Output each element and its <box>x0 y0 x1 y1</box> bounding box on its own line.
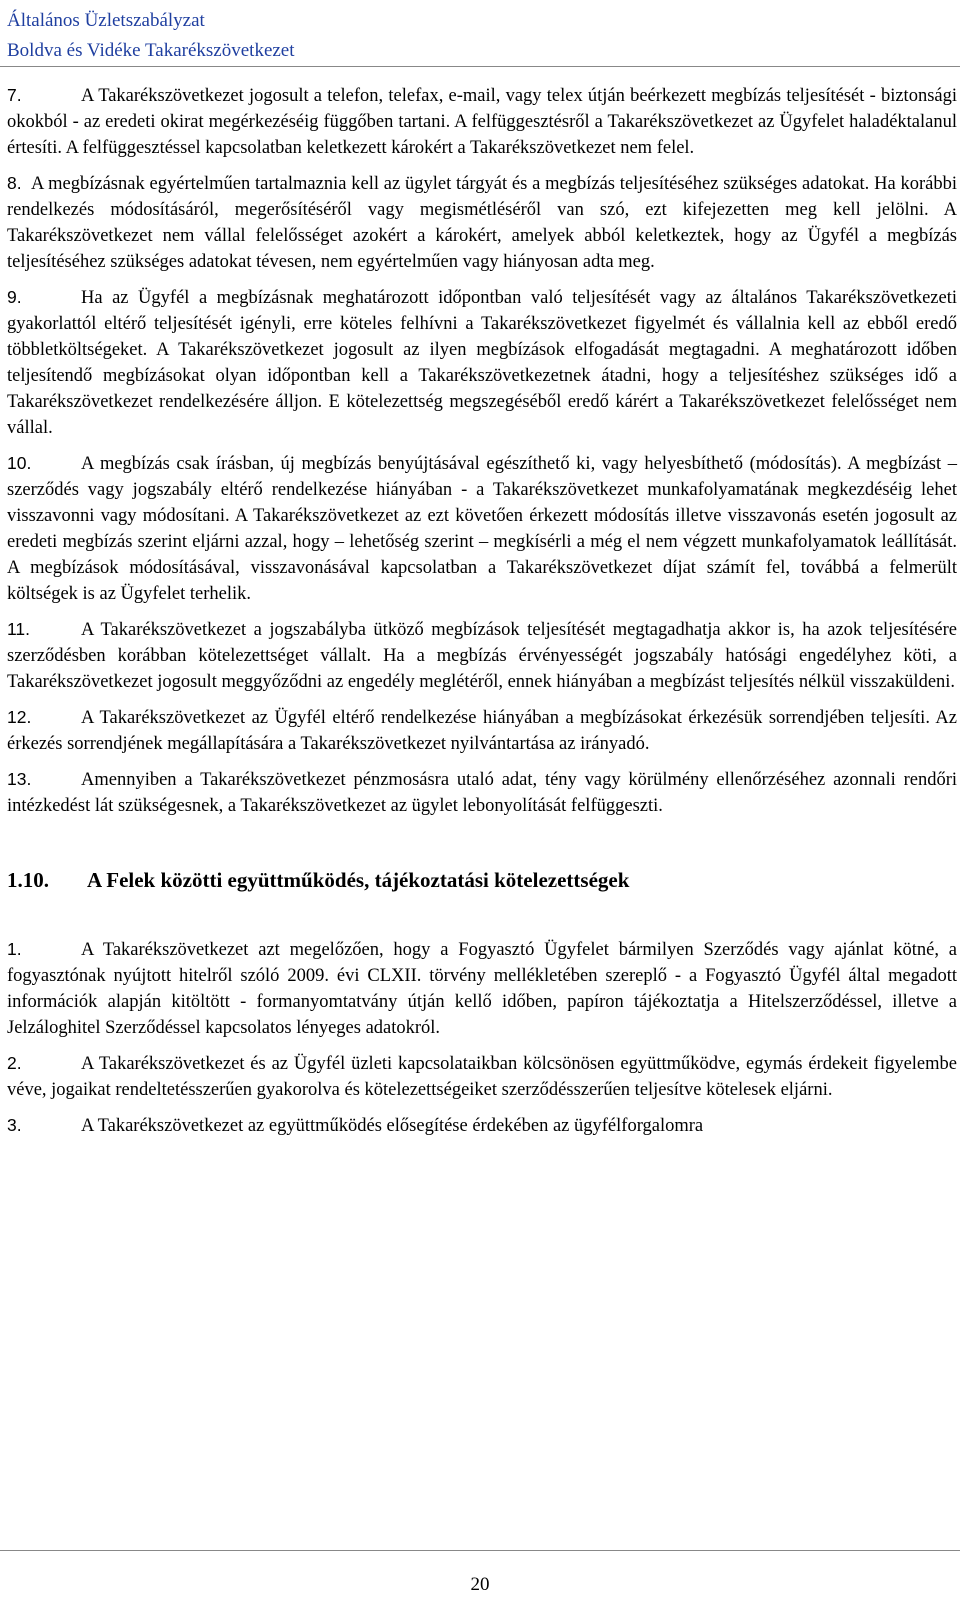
paragraph-text: A Takarékszövetkezet az Ügyfél eltérő rendelkezése hiányában a megbízásokat érkezésük sorrendjében teljesíti. Az érkezés sorrendjének megállapítására a Takarékszövetkezet nyilvántartása az irányadó. <box>7 708 957 754</box>
header-divider <box>0 66 960 67</box>
header-subtitle: Boldva és Vidéke Takarékszövetkezet <box>7 40 295 61</box>
paragraph-number: 2. <box>7 1053 22 1073</box>
paragraph-text: A Takarékszövetkezet azt megelőzően, hogy a Fogyasztó Ügyfelet bármilyen Szerződés vagy ajánlat kötné, a fogyasztónak nyújtott hitelről szóló 2009. évi CLXII. törvény mellékletében szereplő - a Fogyasztó Ügyfél által megadott információk alapján kitöltött - formanyomtatvány útján kellő időben, papíron tájékoztatja a Hitelszerződéssel, illetve a Jelzáloghitel Szerződéssel kapcsolatos lényeges adatokról. <box>7 940 957 1038</box>
page-header <box>7 6 295 66</box>
header-title: Általános Üzletszabályzat <box>7 10 205 31</box>
paragraph-number: 7. <box>7 85 22 105</box>
paragraph-12 <box>7 704 957 757</box>
section-heading <box>7 866 957 894</box>
paragraph-13 <box>7 766 957 819</box>
paragraph-b1 <box>7 936 957 1041</box>
paragraph-text: Ha az Ügyfél a megbízásnak meghatározott időpontban való teljesítését vagy az általános Takarékszövetkezeti gyakorlattól eltérő teljesítését igényli, erre köteles felhívni a Takarékszövetkezet figyelmét és vállalnia kell az ebből eredő többletköltségeket. A Takarékszövetkezet jogosult az ilyen megbízások elfogadását megtagadni. A meghatározott időben teljesítendő megbízásokat olyan időpontban kell a Takarékszövetkezetnek átadni, hogy a teljesítéshez szükséges idő a Takarékszövetkezet rendelkezésére álljon. E kötelezettség megszegéséből eredő kárért a Takarékszövetkezet felelősséget nem vállal. <box>7 288 957 438</box>
paragraph-number: 11. <box>7 619 31 639</box>
paragraph-text: A megbízás csak írásban, új megbízás benyújtásával egészíthető ki, vagy helyesbíthető (módosítás). A megbízást – szerződés vagy jogszabály eltérő rendelkezése hiányában - a Takarékszövetkezet munkafolyamatának megkezdéséig lehet visszavonni vagy módosítani. A Takarékszövetkezet az ezt követően érkezett módosítás illetve visszavonás esetén jogosult az eredeti megbízás szerint eljárni azzal, hogy – lehetőség szerint – megkísérli a még el nem végzett munkafolyamatok leállítását. A megbízások módosításával, visszavonásával kapcsolatban a Takarékszövetkezet díjat számít fel, továbbá a felmerült költségek is az Ügyfelet terhelik. <box>7 454 957 604</box>
paragraph-text: Amennyiben a Takarékszövetkezet pénzmosásra utaló adat, tény vagy körülmény ellenőrzéséhez azonnali rendőri intézkedést lát szükségesnek, a Takarékszövetkezet az ügylet lebonyolítását felfüggeszti. <box>7 770 957 816</box>
paragraph-text: A megbízásnak egyértelműen tartalmaznia kell az ügylet tárgyát és a megbízás teljesítéséhez szükséges adatokat. Ha korábbi rendelkezés módosításáról, megerősítéséről vagy megismétléséről van szó, ezt kifejezetten meg kell jelölni. A Takarékszövetkezet nem vállal felelősséget azokért a károkért, amelyek abból keletkeztek, hogy az Ügyfél a megbízás teljesítéséhez szükséges adatokat tévesen, nem egyértelműen vagy hiányosan adta meg. <box>7 174 957 272</box>
paragraph-text: A Takarékszövetkezet az együttműködés elősegítése érdekében az ügyfélforgalomra <box>81 1116 704 1136</box>
paragraph-number: 10. <box>7 453 32 473</box>
paragraph-b3 <box>7 1112 957 1139</box>
section-spacer <box>7 828 957 866</box>
document-body <box>7 82 957 1148</box>
paragraph-number: 13. <box>7 769 32 789</box>
paragraph-text: A Takarékszövetkezet és az Ügyfél üzleti kapcsolataikban kölcsönösen együttműködve, egymás érdekeit figyelembe véve, jogaikat rendeltetésszerűen gyakorolva és kötelezettségeiket szerződésszerűen teljesítve kötelesek eljárni. <box>7 1054 957 1100</box>
section-number: 1.10. <box>7 868 49 892</box>
paragraph-8 <box>7 170 957 275</box>
paragraph-number: 9. <box>7 287 22 307</box>
paragraph-text: A Takarékszövetkezet jogosult a telefon, telefax, e-mail, vagy telex útján beérkezett megbízás teljesítését - biztonsági okokból - az eredeti okirat megérkezéséig függőben tartani. A felfüggesztésről a Takarékszövetkezet az Ügyfelet haladéktalanul értesíti. A felfüggesztéssel kapcsolatban keletkezett károkért a Takarékszövetkezet nem felel. <box>7 86 957 158</box>
paragraph-number: 12. <box>7 707 32 727</box>
paragraph-11 <box>7 616 957 695</box>
footer-divider <box>0 1550 960 1551</box>
paragraph-text: A Takarékszövetkezet a jogszabályba ütköző megbízások teljesítését megtagadhatja akkor is, ha azok teljesítésére szerződésben korábban kötelezettséget vállalt. Ha a megbízás érvényességét jogszabály hatósági engedélyhez köti, a Takarékszövetkezet jogosult meggyőződni az engedély meglétéről, ennek hiányában a megbízást teljesítés nélkül visszaküldeni. <box>7 620 957 692</box>
paragraph-9 <box>7 284 957 441</box>
paragraph-number: 8. <box>7 173 22 193</box>
paragraph-b2 <box>7 1050 957 1103</box>
paragraph-10 <box>7 450 957 607</box>
section-title: A Felek közötti együttműködés, tájékoztatási kötelezettségek <box>87 868 630 892</box>
paragraph-number: 1. <box>7 939 22 959</box>
page-number: 20 <box>470 1574 490 1595</box>
paragraph-number: 3. <box>7 1115 22 1135</box>
paragraph-7 <box>7 82 957 161</box>
